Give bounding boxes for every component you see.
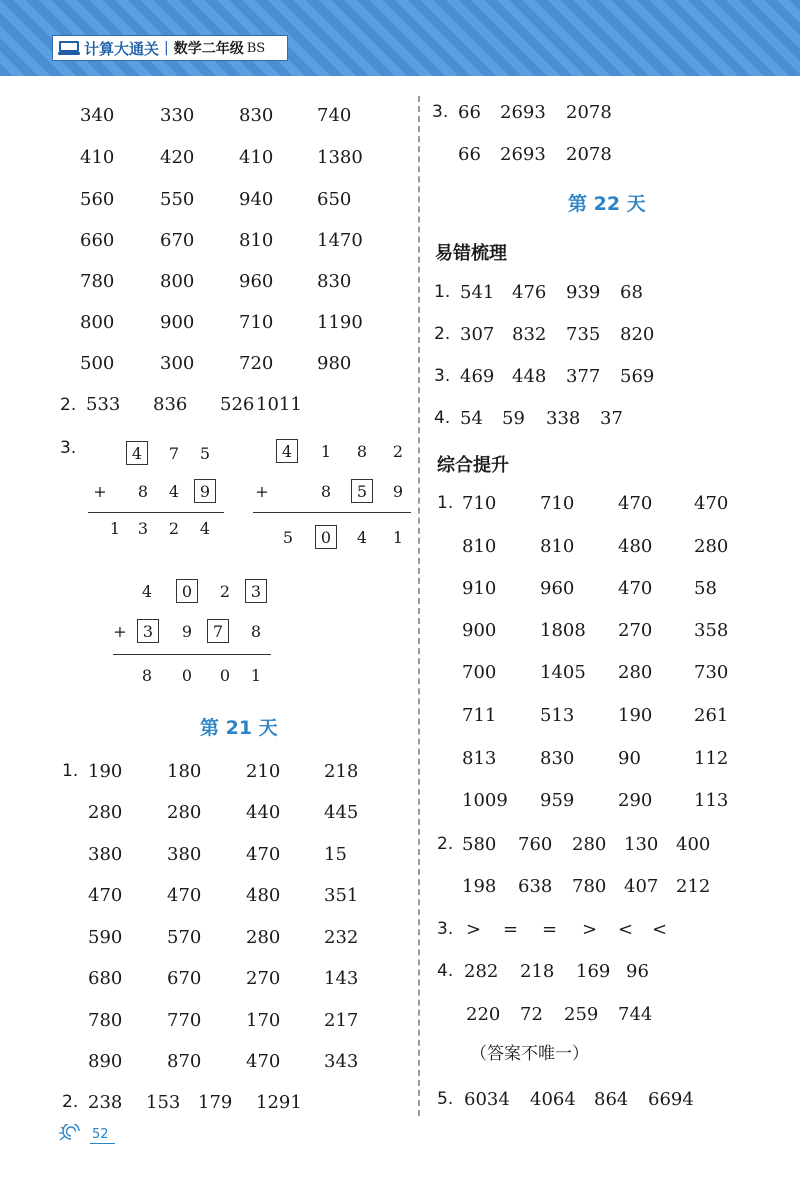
answer-value: 939 (566, 282, 601, 303)
answer-value: 340 (80, 105, 115, 126)
question-label: 3. (60, 438, 77, 458)
answer-value: 700 (462, 662, 497, 683)
answer-value: 170 (246, 1010, 281, 1031)
answer-value: 780 (80, 271, 115, 292)
digit: 5 (199, 444, 211, 463)
answer-value: 470 (618, 578, 653, 599)
header-title: 计算大通关 (84, 39, 160, 58)
answer-value: 270 (618, 620, 653, 641)
digit: 1 (109, 519, 121, 538)
answer-value: 180 (167, 761, 202, 782)
answer-value: 638 (518, 876, 553, 897)
answer-value: 377 (566, 366, 601, 387)
sum-line (253, 512, 411, 513)
answer-value: 560 (80, 189, 115, 210)
digit: 8 (250, 622, 262, 641)
plus-sign: + (113, 622, 127, 641)
answer-value: 820 (620, 324, 655, 345)
digit: 5 (282, 528, 294, 547)
day-22-heading: 第 22 天 (568, 193, 646, 215)
answer-value: 830 (317, 271, 352, 292)
answer-value: 1291 (256, 1092, 302, 1113)
answer-note: （答案不唯一） (470, 1044, 589, 1064)
answer-value: 980 (317, 353, 352, 374)
day-21-heading: 第 21 天 (200, 717, 278, 739)
answer-value: 66 (458, 144, 481, 165)
digit: 8 (141, 666, 153, 685)
answer-value: 440 (246, 802, 281, 823)
question-label: 1. (62, 761, 79, 781)
answer-value: 830 (540, 748, 575, 769)
answer-value: 533 (86, 394, 121, 415)
column-divider (418, 96, 420, 1116)
answer-value: 37 (600, 408, 623, 429)
answer-value: 830 (239, 105, 274, 126)
answer-value: 1011 (256, 394, 302, 415)
answer-value: 169 (576, 961, 611, 982)
answer-value: 710 (540, 493, 575, 514)
book-icon (58, 40, 80, 56)
digit: 7 (168, 444, 180, 463)
answer-value: 259 (564, 1004, 599, 1025)
header-edition: BS (246, 40, 266, 56)
answer-value: 380 (167, 844, 202, 865)
answer-value: 760 (518, 834, 553, 855)
answer-value: 550 (160, 189, 195, 210)
answer-value: 590 (88, 927, 123, 948)
answer-value: 112 (694, 748, 729, 769)
answer-value: 1470 (317, 230, 363, 251)
answer-value: 780 (572, 876, 607, 897)
digit: 8 (320, 482, 332, 501)
answer-value: 113 (694, 790, 729, 811)
answer-value: 407 (624, 876, 659, 897)
answer-value: 410 (80, 147, 115, 168)
answer-value: 68 (620, 282, 643, 303)
digit: 4 (356, 528, 368, 547)
digit: 3 (250, 582, 262, 601)
question-label: 2. (60, 395, 77, 415)
answer-value: 813 (462, 748, 497, 769)
answer-value: 212 (676, 876, 711, 897)
question-label: 3. (434, 366, 451, 386)
answer-value: 153 (146, 1092, 181, 1113)
answer-value: 190 (88, 761, 123, 782)
answer-value: 220 (466, 1004, 501, 1025)
question-label: 5. (437, 1089, 454, 1109)
section-errors-heading: 易错梳理 (435, 243, 507, 264)
digit: 0 (219, 666, 231, 685)
answer-value: 890 (88, 1051, 123, 1072)
header-separator: | (164, 40, 169, 56)
answer-value: 130 (624, 834, 659, 855)
digit: 1 (392, 528, 404, 547)
answer-value: 2693 (500, 144, 546, 165)
comparison-symbol: > (466, 919, 482, 940)
answer-value: 960 (540, 578, 575, 599)
answer-value: 198 (462, 876, 497, 897)
answer-value: 1808 (540, 620, 586, 641)
digit: 5 (356, 482, 368, 501)
answer-value: 420 (160, 147, 195, 168)
answer-value: 770 (167, 1010, 202, 1031)
comparison-symbol: < (652, 919, 668, 940)
question-label: 3. (437, 919, 454, 939)
answer-value: 307 (460, 324, 495, 345)
answer-value: 864 (594, 1089, 629, 1110)
answer-value: 280 (88, 802, 123, 823)
digit: 4 (131, 444, 143, 463)
answer-value: 650 (317, 189, 352, 210)
question-label: 1. (434, 282, 451, 302)
answer-value: 832 (512, 324, 547, 345)
answer-value: 54 (460, 408, 483, 429)
answer-value: 280 (618, 662, 653, 683)
answer-value: 670 (160, 230, 195, 251)
answer-value: 711 (462, 705, 497, 726)
answer-value: 330 (160, 105, 195, 126)
digit: 0 (181, 666, 193, 685)
answer-value: 470 (167, 885, 202, 906)
answer-value: 59 (502, 408, 525, 429)
answer-value: 480 (246, 885, 281, 906)
answer-value: 1405 (540, 662, 586, 683)
answer-value: 730 (694, 662, 729, 683)
answer-value: 744 (618, 1004, 653, 1025)
question-label: 2. (62, 1092, 79, 1112)
comparison-symbol: = (542, 919, 558, 940)
header-subject: 数学二年级 (173, 41, 244, 57)
answer-value: 280 (167, 802, 202, 823)
answer-value: 1009 (462, 790, 508, 811)
answer-value: 470 (246, 844, 281, 865)
question-label: 4. (434, 408, 451, 428)
answer-value: 680 (88, 968, 123, 989)
answer-value: 143 (324, 968, 359, 989)
answer-value: 570 (167, 927, 202, 948)
answer-value: 300 (160, 353, 195, 374)
answer-value: 261 (694, 705, 729, 726)
header-banner (0, 0, 800, 76)
answer-value: 290 (618, 790, 653, 811)
spiral-sun-icon (58, 1124, 84, 1146)
answer-value: 358 (694, 620, 729, 641)
answer-value: 280 (694, 536, 729, 557)
comparison-symbol: = (503, 919, 519, 940)
answer-value: 66 (458, 102, 481, 123)
answer-value: 338 (546, 408, 581, 429)
answer-value: 280 (246, 927, 281, 948)
answer-value: 541 (460, 282, 495, 303)
answer-value: 343 (324, 1051, 359, 1072)
answer-value: 6034 (464, 1089, 510, 1110)
digit: 4 (141, 582, 153, 601)
question-label: 4. (437, 961, 454, 981)
digit: 1 (320, 442, 332, 461)
question-label: 3. (432, 102, 449, 122)
digit: 2 (219, 582, 231, 601)
answer-value: 72 (520, 1004, 543, 1025)
digit: 8 (356, 442, 368, 461)
digit: 1 (250, 666, 262, 685)
header-label (52, 35, 288, 61)
digit: 4 (168, 482, 180, 501)
answer-value: 720 (239, 353, 274, 374)
sum-line (88, 512, 224, 513)
answer-value: 232 (324, 927, 359, 948)
comparison-symbol: < (618, 919, 634, 940)
answer-value: 179 (198, 1092, 233, 1113)
answer-value: 1190 (317, 312, 363, 333)
answer-value: 470 (88, 885, 123, 906)
digit: 7 (212, 622, 224, 641)
answer-value: 217 (324, 1010, 359, 1031)
answer-value: 660 (80, 230, 115, 251)
answer-value: 410 (239, 147, 274, 168)
answer-value: 280 (572, 834, 607, 855)
answer-value: 6694 (648, 1089, 694, 1110)
digit: 2 (392, 442, 404, 461)
plus-sign: + (255, 482, 269, 501)
answer-value: 959 (540, 790, 575, 811)
answer-value: 380 (88, 844, 123, 865)
answer-value: 270 (246, 968, 281, 989)
section-comprehensive-heading: 综合提升 (437, 455, 509, 476)
answer-value: 469 (460, 366, 495, 387)
answer-value: 710 (239, 312, 274, 333)
answer-value: 526 (220, 394, 255, 415)
answer-value: 218 (520, 961, 555, 982)
answer-value: 500 (80, 353, 115, 374)
page-number: 52 (90, 1127, 115, 1144)
digit: 8 (137, 482, 149, 501)
answer-value: 218 (324, 761, 359, 782)
answer-value: 836 (153, 394, 188, 415)
answer-value: 445 (324, 802, 359, 823)
answer-value: 870 (167, 1051, 202, 1072)
comparison-symbol: > (582, 919, 598, 940)
answer-value: 569 (620, 366, 655, 387)
answer-value: 740 (317, 105, 352, 126)
answer-value: 800 (80, 312, 115, 333)
answer-value: 670 (167, 968, 202, 989)
plus-sign: + (93, 482, 107, 501)
answer-value: 190 (618, 705, 653, 726)
answer-value: 400 (676, 834, 711, 855)
sum-line (113, 654, 271, 655)
question-label: 2. (434, 324, 451, 344)
answer-value: 735 (566, 324, 601, 345)
answer-value: 2078 (566, 102, 612, 123)
answer-value: 1380 (317, 147, 363, 168)
answer-value: 470 (618, 493, 653, 514)
digit: 4 (199, 519, 211, 538)
answer-value: 210 (246, 761, 281, 782)
page-footer (58, 1124, 115, 1146)
answer-value: 940 (239, 189, 274, 210)
answer-value: 4064 (530, 1089, 576, 1110)
question-label: 1. (437, 493, 454, 513)
answer-value: 2693 (500, 102, 546, 123)
answer-value: 282 (464, 961, 499, 982)
answer-value: 476 (512, 282, 547, 303)
answer-value: 810 (462, 536, 497, 557)
answer-value: 351 (324, 885, 359, 906)
question-label: 2. (437, 834, 454, 854)
digit: 9 (181, 622, 193, 641)
answer-value: 900 (462, 620, 497, 641)
answer-value: 480 (618, 536, 653, 557)
digit: 4 (281, 442, 293, 461)
digit: 3 (137, 519, 149, 538)
digit: 9 (199, 482, 211, 501)
digit: 9 (392, 482, 404, 501)
answer-value: 470 (694, 493, 729, 514)
answer-value: 580 (462, 834, 497, 855)
answer-value: 960 (239, 271, 274, 292)
digit: 0 (320, 528, 332, 547)
answer-value: 15 (324, 844, 347, 865)
answer-value: 2078 (566, 144, 612, 165)
digit: 2 (168, 519, 180, 538)
answer-value: 58 (694, 578, 717, 599)
answer-value: 810 (239, 230, 274, 251)
answer-value: 800 (160, 271, 195, 292)
answer-value: 513 (540, 705, 575, 726)
answer-value: 910 (462, 578, 497, 599)
answer-value: 238 (88, 1092, 123, 1113)
answer-value: 96 (626, 961, 649, 982)
digit: 0 (181, 582, 193, 601)
answer-value: 780 (88, 1010, 123, 1031)
answer-value: 900 (160, 312, 195, 333)
answer-value: 470 (246, 1051, 281, 1072)
answer-value: 710 (462, 493, 497, 514)
answer-value: 448 (512, 366, 547, 387)
answer-value: 810 (540, 536, 575, 557)
digit: 3 (142, 622, 154, 641)
answer-value: 90 (618, 748, 641, 769)
